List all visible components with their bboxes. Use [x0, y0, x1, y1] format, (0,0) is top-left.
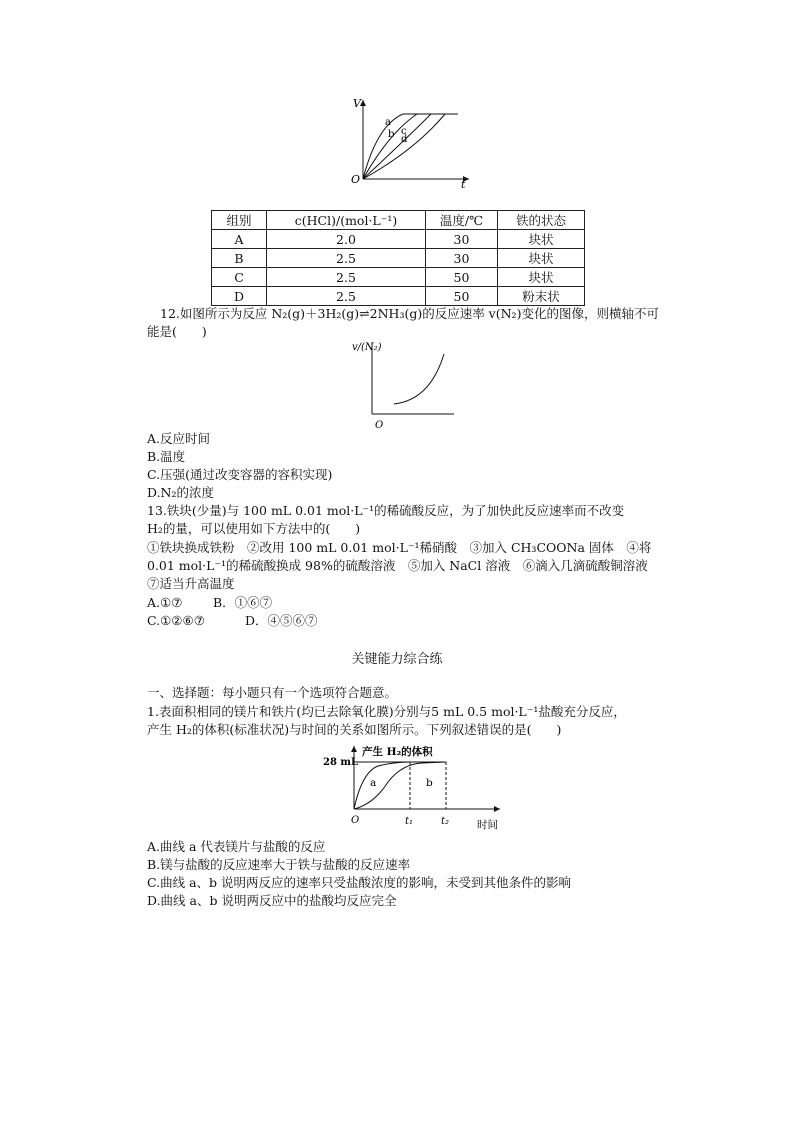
table-cell: 2.5	[267, 268, 426, 287]
q13-option-a: A.①⑦	[147, 595, 183, 610]
q1-option-a: A.曲线 a 代表镁片与盐酸的反应	[147, 839, 326, 854]
q12-option-a: A.反应时间	[147, 431, 211, 446]
q1-stem-line1: 1.表面积相同的镁片和铁片(均已去除氧化膜)分别与5 mL 0.5 mol·L⁻¹盐酸充分反应，	[147, 704, 626, 719]
curve-label-b: b	[388, 129, 395, 140]
q1-stem-line2: 产生 H₂的体积(标准状况)与时间的关系如图所示。下列叙述错误的是( )	[147, 722, 562, 737]
q12-option-b: B.温度	[147, 449, 186, 464]
curve-label-b: b	[426, 777, 433, 789]
q13-option-d: D．④⑤⑥⑦	[245, 613, 318, 628]
table-cell: 30	[426, 230, 498, 249]
table-header: 组别	[212, 211, 267, 230]
q12-option-d: D.N₂的浓度	[147, 485, 214, 500]
curve-label-a: a	[385, 117, 391, 128]
table-cell: D	[212, 287, 267, 306]
origin-label: O	[351, 815, 360, 826]
table-cell: 粉末状	[498, 287, 585, 306]
q12-stem-line2: 能是( )	[147, 324, 207, 339]
hydrogen-volume-graph	[318, 742, 508, 834]
table-cell: 块状	[498, 249, 585, 268]
rate-graph-origin: O	[375, 420, 384, 430]
q13-stem-line5: ⑦适当升高温度	[147, 576, 235, 591]
table-cell: A	[212, 230, 267, 249]
graph-y-value: 28 mL	[323, 757, 359, 768]
q1-option-d: D.曲线 a、b 说明两反应中的盐酸均反应完全	[147, 893, 397, 908]
table-cell: 块状	[498, 268, 585, 287]
curve-label-d: d	[401, 134, 408, 145]
table-cell: 2.5	[267, 249, 426, 268]
table-cell: 2.5	[267, 287, 426, 306]
q13-stem-line1: 13.铁块(少量)与 100 mL 0.01 mol·L⁻¹的稀硫酸反应，为了加快此反应速率而不改变	[147, 503, 625, 518]
q13-option-b: B．①⑥⑦	[213, 595, 273, 610]
q13-stem-line4: 0.01 mol·L⁻¹的稀硫酸换成 98%的硫酸溶液 ⑤加入 NaCl 溶液 ⑥滴入几滴硫酸铜溶液	[147, 558, 648, 573]
table-header: 铁的状态	[498, 211, 585, 230]
curve-label-a: a	[370, 777, 377, 789]
q1-option-c: C.曲线 a、b 说明两反应的速率只受盐酸浓度的影响，未受到其他条件的影响	[147, 875, 571, 890]
q12-option-c: C.压强(通过改变容器的容积实现)	[147, 467, 333, 482]
table-cell: 50	[426, 268, 498, 287]
q1-option-b: B.镁与盐酸的反应速率大于铁与盐酸的反应速率	[147, 857, 411, 872]
y-axis-label: V	[353, 97, 361, 110]
part-heading: 一、选择题：每小题只有一个选项符合题意。	[147, 685, 398, 700]
table-cell: C	[212, 268, 267, 287]
graph-title: 产生 H₂的体积	[362, 746, 433, 758]
table-cell: 50	[426, 287, 498, 306]
table-cell: 块状	[498, 230, 585, 249]
origin-label: O	[351, 173, 361, 186]
rate-graph-y-label: v/(N₂)	[352, 342, 382, 353]
experiment-table	[211, 210, 585, 306]
table-header: 温度/℃	[426, 211, 498, 230]
volume-time-graph	[345, 95, 475, 190]
rate-graph	[352, 338, 462, 430]
x-axis-label: 时间	[477, 819, 498, 831]
table-header: c(HCl)/(mol·L⁻¹)	[267, 211, 426, 230]
table-cell: 2.0	[267, 230, 426, 249]
x-axis-label: t	[461, 178, 466, 190]
table-row	[212, 249, 585, 268]
table-row	[212, 268, 585, 287]
table-row	[212, 287, 585, 306]
section-title: 关键能力综合练	[351, 652, 443, 667]
q13-stem-line3: ①铁块换成铁粉 ②改用 100 mL 0.01 mol·L⁻¹稀硝酸 ③加入 CH₃COONa 固体 ④将	[147, 540, 652, 555]
t2-label: t₂	[441, 816, 450, 827]
q13-option-c: C.①②⑥⑦	[147, 613, 205, 628]
curve-label-c: c	[401, 126, 407, 137]
q12-stem-line1: 12.如图所示为反应 N₂(g)＋3H₂(g)⇌2NH₃(g)的反应速率 v(N₂)变化的图像，则横轴不可	[160, 306, 659, 321]
table-cell: B	[212, 249, 267, 268]
table-row	[212, 230, 585, 249]
table-cell: 30	[426, 249, 498, 268]
q13-stem-line2: H₂的量，可以使用如下方法中的( )	[147, 521, 361, 536]
table-header-row	[212, 211, 585, 230]
t1-label: t₁	[405, 816, 414, 827]
